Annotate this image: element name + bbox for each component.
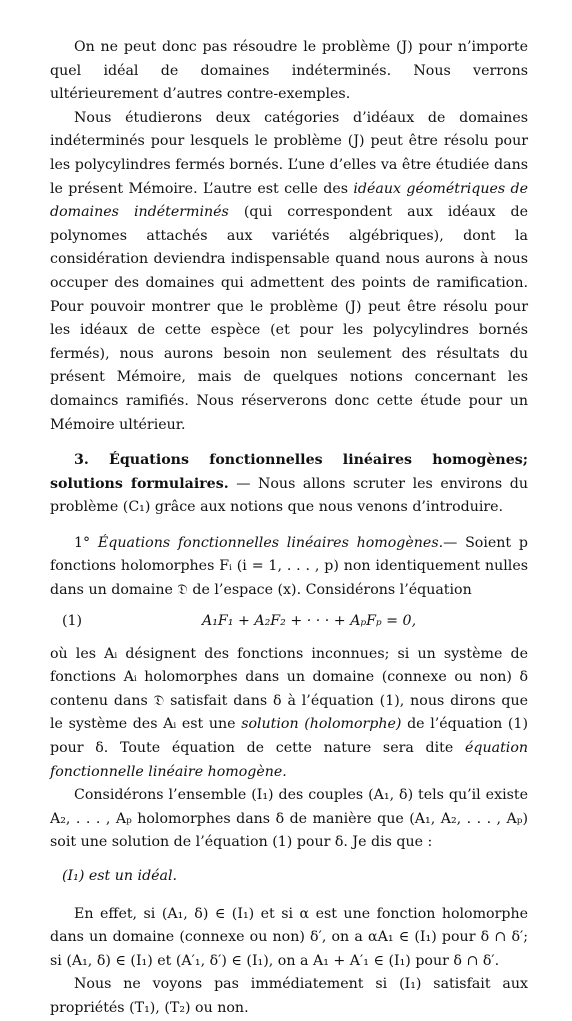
section-intro: — Nous allons scruter les environs du problème (C₁) grâce aux notions que nous venons d’introduire. bbox=[50, 475, 528, 516]
subsection-number: 1° bbox=[74, 534, 98, 551]
proposition-ideal: (I₁) est un idéal. bbox=[62, 868, 178, 884]
spacer bbox=[50, 437, 528, 449]
paragraph-proof: En effet, si (A₁, δ) ∈ (I₁) et si α est une fonction holomorphe dans un domaine (connexe ou non) δ′, on a αA₁ ∈ (I₁) pour δ ∩ δ′; si (A₁, δ) ∈ (I₁) et (A′₁, δ′) ∈ (I₁), on a A₁ + A′₁ ∈ (I₁) pour δ ∩ δ′. bbox=[50, 905, 528, 969]
section-heading-paragraph bbox=[50, 449, 528, 520]
subsection-title: Équations fonctionnelles linéaires homogènes. bbox=[97, 534, 444, 551]
spacer bbox=[50, 855, 528, 861]
emphasis-functional-equation: équation fonctionnelle linéaire homogène. bbox=[50, 740, 528, 780]
paragraph-two-categories-part-a: Nous étudierons deux catégories d’idéaux de domaines indéterminés pour lesquels le problème (J) peut être résolu pour les polycylindres fermés bornés. L’une d’elles va être étudiée dans le présent Mémoire. L’autre est celle des bbox=[50, 109, 528, 197]
section-title: 3. Équations fonctionnelles linéaires homogènes; solutions formulaires. bbox=[50, 452, 528, 492]
subsection-text: — Soient p fonctions holomorphes Fᵢ (i = 1, . . . , p) non identiquement nulles dans un domaine 𝔇 de l’espace (x). Considérons l’équation bbox=[50, 534, 528, 599]
equation-1 bbox=[50, 605, 528, 639]
paragraph-ideal-set: Considérons l’ensemble (I₁) des couples (A₁, δ) tels qu’il existe A₂, . . . , Aₚ holomorphes dans δ de manière que (A₁, A₂, . . . , Aₚ) soit une solution de l’équation (1) pour δ. Je dis que : bbox=[50, 787, 528, 851]
equation-body: A₁F₁ + A₂F₂ + · · · + AₚFₚ = 0, bbox=[202, 612, 417, 629]
paragraph-solution-part-a: où les Aᵢ désignent des fonctions inconnues; si un système de fonctions Aᵢ holomorphes dans un domaine (connexe ou non) δ contenu dans 𝔇 satisfait dans δ à l’équation (1), nous dirons que le système des Aᵢ est une bbox=[50, 645, 528, 733]
emphasis-geometric-ideals: idéaux géométriques de domaines indéterminés bbox=[50, 180, 529, 221]
spacer bbox=[50, 520, 528, 532]
equation-label: (1) bbox=[62, 612, 83, 629]
paragraph-two-categories-part-b: (qui correspondent aux idéaux de polynomes attachés aux variétés algébriques), dont la considération deviendra indispensable quand nous aurons à nous occuper des domaines qui admettent des points de ramification. Pour pouvoir montrer que le problème (J) peut être résolu pour les idéaux de cette espèce (et pour les polycylindres bornés fermés), nous aurons besoin non seulement des résultats du présent Mémoire, mais de quelques notions concernant les domaincs ramifiés. Nous réserverons donc cette étude pour un Mémoire ultérieur. bbox=[50, 204, 528, 433]
paragraph-solution-part-b: de l’équation (1) pour δ. Toute équation de cette nature sera dite bbox=[50, 716, 528, 757]
page-body bbox=[50, 36, 528, 1021]
paragraph-properties: Nous ne voyons pas immédiatement si (I₁) satisfait aux propriétés (T₁), (T₂) ou non. bbox=[50, 976, 528, 1016]
subsection-paragraph bbox=[50, 532, 528, 603]
paragraph-two-categories bbox=[50, 107, 528, 437]
paragraph-counterexamples: On ne peut donc pas résoudre le problème (J) pour n’importe quel idéal de domaines indéterminés. Nous verrons ultérieurement d’autres contre-exemples. bbox=[50, 39, 528, 103]
paragraph-solution-definition bbox=[50, 643, 528, 785]
emphasis-holomorphic-solution: solution (holomorphe) bbox=[241, 716, 402, 733]
